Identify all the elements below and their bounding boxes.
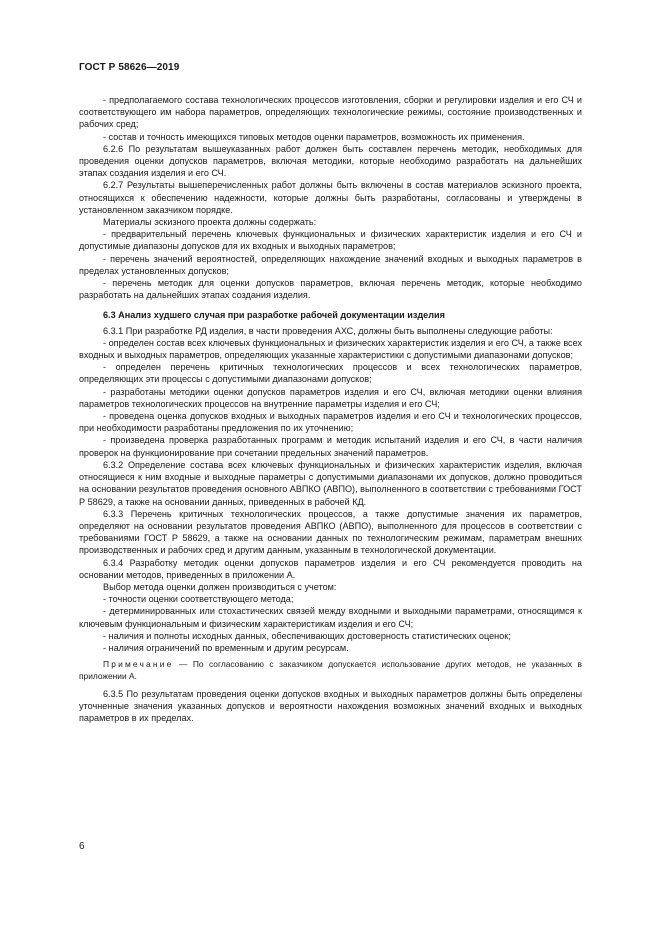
paragraph: Материалы эскизного проекта должны содержать:	[103, 217, 317, 228]
list-item: - определен перечень критичных технологических процессов и всех технологических параметров, определяющих эти процессы с допустимыми диапазонами допусков;	[79, 362, 582, 385]
list-item: - предварительный перечень ключевых функциональных и физических характеристик изделия и его СЧ и допустимые диапазоны допусков для их входных и выходных параметров;	[79, 229, 582, 252]
list-item: - точности оценки соответствующего метода;	[103, 594, 294, 605]
clause-6-3-1: 6.3.1 При разработке РД изделия, в части проведения АХС, должны быть выполнены следующие работы:	[103, 325, 553, 336]
list-item: - разработаны методики оценки допусков параметров изделия и его СЧ, включая методики оценки влияния параметров технологических процессов на внутренние параметры изделия и его СЧ;	[79, 386, 582, 409]
note-text: — По согласованию с заказчиком допускается использование других методов, не указанных в приложении А.	[79, 659, 582, 681]
list-item: - произведена проверка разработанных программ и методик испытаний изделия и его СЧ, в части наличия проверок на функционирование при сочетании предельных значений параметров.	[79, 435, 582, 458]
list-item: - предполагаемого состава технологических процессов изготовления, сборки и регулировки изделия и его СЧ и соответствующего им набора параметров, определяющих технологические режимы, состояние производственных и рабочих сред;	[79, 95, 582, 130]
list-item: - детерминированных или стохастических связей между входными и выходными параметрами, относящимся к ключевым функциональным и физическим характеристикам изделия и его СЧ;	[79, 606, 582, 629]
section-heading-6-3: 6.3 Анализ худшего случая при разработке рабочей документации изделия	[103, 310, 445, 321]
clause-6-3-5: 6.3.5 По результатам проведения оценки допусков входных и выходных параметров должны быть определены уточненные значения указанных допусков и вероятности нахождения возможных значений входных и выходных параметров в их пределах.	[79, 688, 582, 724]
list-item: - проведена оценка допусков входных и выходных параметров изделия и его СЧ и технологических процессов, при необходимости разработаны предложения по их уточнению;	[79, 411, 582, 434]
clause-6-3-4: 6.3.4 Разработку методик оценки допусков параметров изделия и его СЧ рекомендуется проводить на основании методов, приведенных в приложении А.	[79, 557, 582, 580]
list-item: - наличия ограничений по временным и другим ресурсам.	[103, 642, 349, 653]
page-number: 6	[79, 841, 85, 852]
list-item: - перечень методик для оценки допусков параметров, включая перечень методик, которые необходимо разработать на дальнейших этапах создания изделия.	[79, 278, 582, 301]
clause-6-2-6: 6.2.6 По результатам вышеуказанных работ должен быть составлен перечень методик, необходимых для проведения оценки допусков параметров, включая методики, которые необходимо разработать на дальнейших этапах создания изделия и его СЧ.	[79, 143, 582, 179]
document-header: ГОСТ Р 58626—2019	[79, 62, 180, 73]
page-body	[79, 94, 582, 725]
list-item: - определен состав всех ключевых функциональных и физических характеристик изделия и его СЧ, а также всех входных и выходных параметров, определяющих указанные характеристики с допустимыми диапазонами допусков;	[79, 337, 582, 361]
clause-6-3-2: 6.3.2 Определение состава всех ключевых функциональных и физических характеристик изделия, включая относящиеся к ним входные и выходные параметры с допустимыми диапазонами их допусков, должно проводиться на основании результатов проведения основного АВПКО (АВПО), выполненного в соответствии с требованиями ГОСТ Р 58629, а также на основании данных, приведенных в рабочей КД.	[79, 459, 582, 507]
list-item: - перечень значений вероятностей, определяющих нахождение значений входных и выходных параметров в пределах установленных допусков;	[79, 253, 582, 276]
clause-6-3-3: 6.3.3 Перечень критичных технологических процессов, а также допустимые значения их параметров, определяют на основании результатов проведения АВПКО (АВПО), выполненного для процессов в соответствии с требованиями ГОСТ Р 58629, а также на основании данных по технологическим режимам, параметрам внешних производственных и рабочих сред и другим данным, указанным в технологической документации.	[79, 508, 582, 556]
paragraph: Выбор метода оценки должен производиться с учетом:	[103, 581, 337, 592]
note-label: Примечание	[103, 659, 174, 670]
note	[79, 659, 582, 682]
clause-6-2-7: 6.2.7 Результаты вышеперечисленных работ должны быть включены в состав материалов эскизного проекта, относящихся к обеспечению надежности, которые должны быть разработаны, согласованы и утверждены в установленном заказчиком порядке.	[79, 180, 582, 215]
list-item: - наличия и полноты исходных данных, обеспечивающих достоверность статистических оценок;	[103, 630, 511, 641]
list-item: - состав и точность имеющихся типовых методов оценки параметров, возможность их применения.	[103, 131, 525, 142]
